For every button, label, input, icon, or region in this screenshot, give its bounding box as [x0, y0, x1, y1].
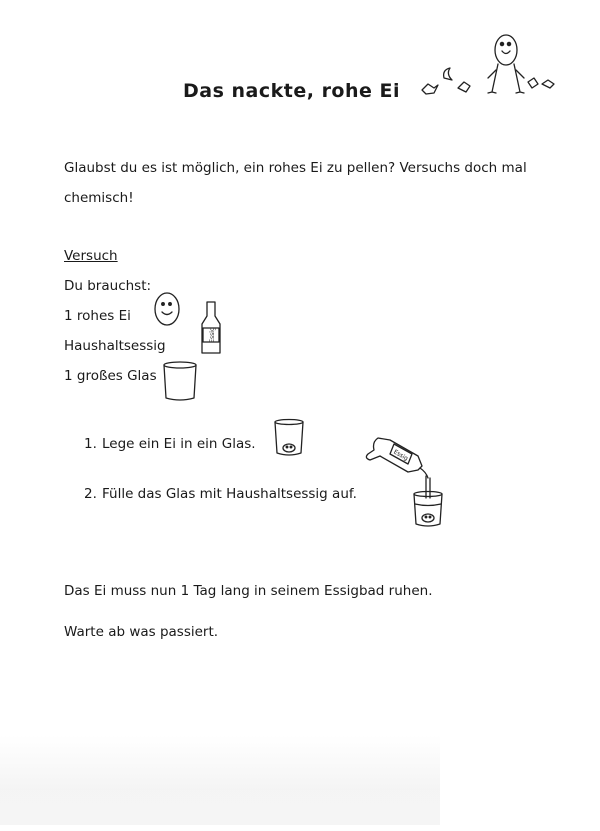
- pouring-bottle-label: Essig: [392, 448, 410, 463]
- conclusion-line-1: Das Ei muss nun 1 Tag lang in seinem Essigbad ruhen.: [64, 583, 433, 599]
- smiling-egg-icon: [152, 290, 182, 328]
- intro-line-2: chemisch!: [64, 190, 134, 206]
- bottle-label: Essig: [209, 327, 216, 343]
- material-glass: 1 großes Glas: [64, 368, 157, 384]
- page-title: Das nackte, rohe Ei: [183, 80, 401, 102]
- material-vinegar: Haushaltsessig: [64, 338, 166, 354]
- scan-shadow: [0, 735, 440, 825]
- step-1-text: Lege ein Ei in ein Glas.: [102, 436, 256, 452]
- step-1-number: 1.: [84, 436, 97, 452]
- material-egg: 1 rohes Ei: [64, 308, 131, 324]
- egg-mascot-icon: [418, 30, 558, 105]
- glass-icon: [160, 360, 200, 402]
- needs-label: Du brauchst:: [64, 278, 152, 294]
- conclusion-line-2: Warte ab was passiert.: [64, 624, 219, 640]
- vinegar-bottle-icon: [198, 300, 224, 356]
- step-2-text: Fülle das Glas mit Haushaltsessig auf.: [102, 486, 357, 502]
- pouring-bottle-icon: [360, 428, 460, 538]
- experiment-heading: Versuch: [64, 248, 118, 264]
- intro-line-1: Glaubst du es ist möglich, ein rohes Ei zu pellen? Versuchs doch mal: [64, 160, 527, 176]
- glass-with-egg-icon: [272, 418, 306, 458]
- step-2-number: 2.: [84, 486, 97, 502]
